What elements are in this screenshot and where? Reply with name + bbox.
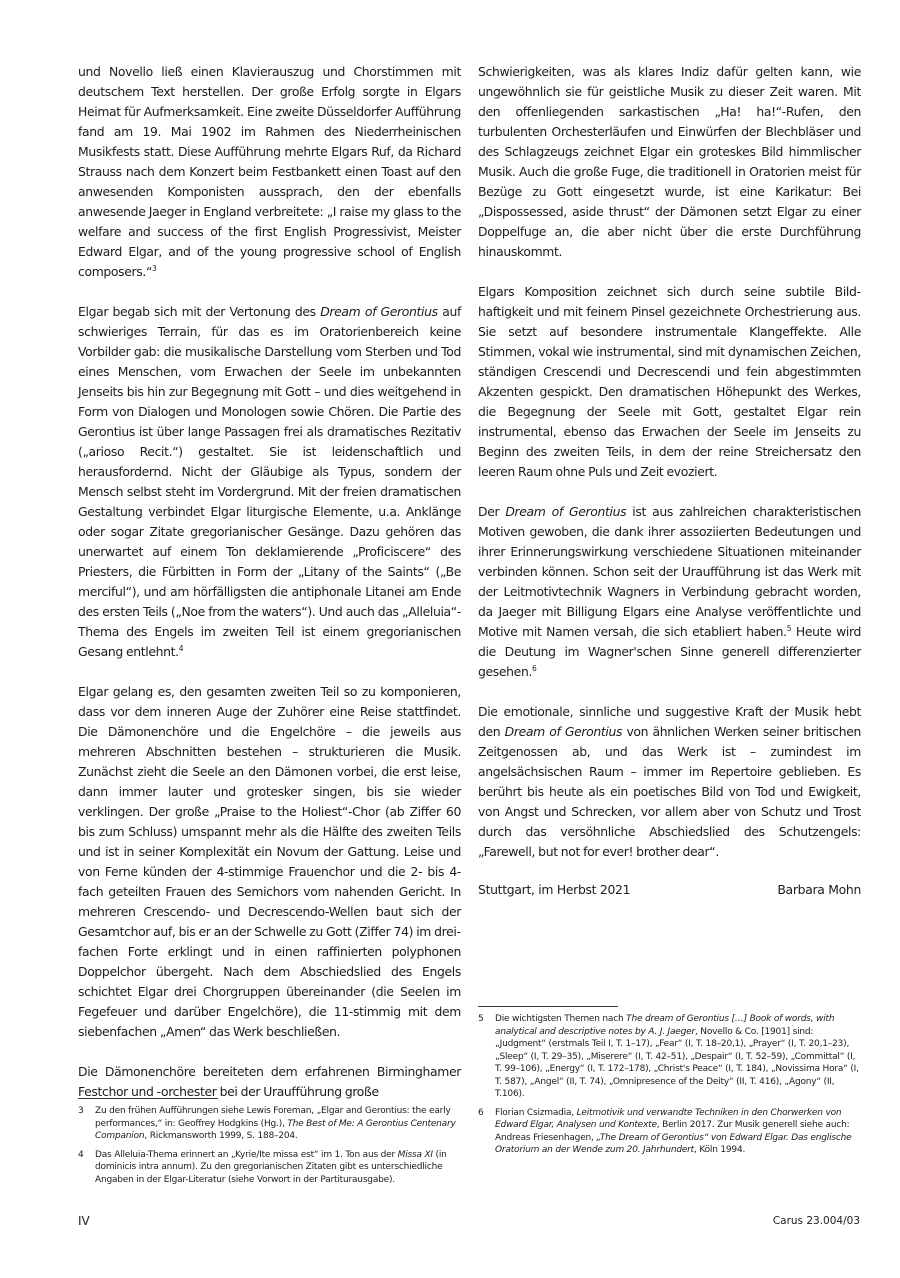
- text-run: Heute wird die Deutung im Wagner'schen Sinne generell differenzierter gesehen.: [478, 624, 861, 679]
- text-run: Elgars Komposition zeichnet sich durch seine subtile Bildhaftigkeit und mit feinem Pinsel gezeichnete Orchestrierung aus. Sie setzt auf besondere instrumentale Klangeffekte. Alle Stimmen, vokal wie instrumental, sind mit dynamischen Zeichen, ständigen Crescendi und Decrescendi und fein abgestimmten Akzenten gespickt. Den dramatischen Höhepunkt des Werkes, die Begegnung der Seele mit Gott, gestaltet Elgar rein instrumental, ebenso das Erwachen der Seele im Jenseits zu Beginn des zweiten Teils, in dem der reine Streichersatz den leeren Raum ohne Puls und Zeit evoziert.: [478, 284, 861, 479]
- body-paragraph: [78, 302, 461, 662]
- signature-place-date: Stuttgart, im Herbst 2021: [478, 882, 631, 897]
- text-run: , Novello & Co. [1901] sind: „Judgment“ (erstmals Teil I, T. 1–17), „Fear“ (I, T. 18–20,1), „Prayer“ (I, T. 20,1–23), „Sleep“ (I, T. 29–35), „Miserere“ (I, T. 42–51), „Despair“ (I, T. 52–59), „Committal“ (I, T. 99–106), „Energy“ (I, T. 172–178), „Christ's Peace“ (I, T. 184), „Novissima Hora“ (I, T. 587), „Angel“ (II, T. 74), „Omnipresence of the Deity“ (II, T. 416), „Agony“ (II, T.106).: [495, 1026, 859, 1099]
- text-run: und Novello ließ einen Klavierauszug und Chorstimmen mit deutschem Text herstellen. Der große Erfolg sorgte in Elgars Heimat für Aufmerksamkeit. Eine zweite Düsseldorfer Aufführung fand am 19. Mai 1902 im Rahmen des Niederrheinischen Musikfests statt. Diese Aufführung mehrte Elgars Ruf, da Richard Strauss nach dem Konzert beim Festbankett einen Toast auf den anwesenden Komponisten aussprach, den der ebenfalls anwesende Jaeger in England verbreitete: „I raise my glass to the welfare and success of the first English Progressivist, Meister Edward Elgar, and of the young progressive school of English composers.“: [78, 64, 461, 279]
- text-run: Zu den frühen Aufführungen siehe Lewis Foreman, „Elgar and Gerontius: the early performances,“ in: Geoffrey Hodgkins (Hg.),: [95, 1106, 451, 1129]
- italic-title: The Best of Me: A Gerontius Centenary Companion: [95, 1118, 456, 1141]
- left-text-column: [78, 62, 461, 1102]
- signature-line: [478, 880, 861, 900]
- footnote-marker: 6: [532, 664, 537, 673]
- text-run: Elgar begab sich mit der Vertonung des: [78, 304, 321, 319]
- footnote: [478, 1013, 861, 1101]
- footnote-number: 5: [478, 1014, 484, 1024]
- footnote-text: [495, 1107, 861, 1157]
- footnote-number: 4: [78, 1149, 84, 1160]
- body-paragraph: [78, 1062, 461, 1102]
- footnote-marker: 5: [786, 624, 792, 633]
- footnote-text: [495, 1013, 861, 1101]
- footnote: [478, 1107, 861, 1157]
- footnote-marker: 4: [178, 644, 184, 653]
- right-paragraphs: [478, 62, 861, 862]
- text-run: Die Dämonenchöre bereiteten dem erfahrenen Birminghamer Festchor und -orchester bei der Uraufführung große: [78, 1064, 461, 1099]
- text-run: von ähnlichen Werken seiner britischen Zeitgenossen ab, und das Werk ist – zumindest im angelsächsischen Raum – immer im Repertoire geblieben. Es berührt bis heute als ein poetisches Bild von Tod und Ewigkeit, von Angst und Schrecken, vor allem aber von Schutz und Trost durch das versöhnliche Abschiedslied des Schutzengels: „Farewell, but not for ever! brother dear“.: [478, 724, 861, 859]
- page-number: IV: [78, 1214, 90, 1228]
- text-run: Elgar gelang es, den gesamten zweiten Teil so zu komponieren, dass vor dem inneren Auge der Zuhörer eine Reise stattfindet. Die Dämonenchöre und die Engelchöre – die jeweils aus mehreren Abschnitten bestehen – strukturieren die Musik. Zunächst zieht die Seele an den Dämonen vorbei, die erst leise, dann immer lauter und grotesker singen, bis sie wieder verklingen. Der große „Praise to the Holiest“-Chor (ab Ziffer 60 bis zum Schluss) umspannt mehr als die Hälfte des zweiten Teils und ist in seiner Komplexität ein Novum der Gattung. Leise und von Ferne künden der 4-stimmige Frauenchor und die 2- bis 4-fach geteilten Frauen des Semichors vom nahenden Gericht. In mehreren Crescendo- und Decrescendo-Wellen baut sich der Gesamtchor auf, bis er an der Schwelle zu Gott (Ziffer 74) im dreifachen Forte erklingt und in einen raffinierten polyphonen Doppelchor übergeht. Nach dem Abschiedslied des Engels schichtet Elgar drei Chorgruppen übereinander (die Seelen im Fegefeuer und darüber Engelchöre), die 11-stimmig mit dem siebenfachen „Amen“ das Werk beschließen.: [78, 684, 461, 1039]
- italic-title: Dream of Gerontius: [504, 724, 623, 739]
- footnote-list-left: [78, 1105, 461, 1186]
- footnote: [78, 1149, 461, 1187]
- text-run: Das Alleluia-Thema erinnert an „Kyrie/Ite missa est“ im 1. Ton aus der: [95, 1149, 398, 1160]
- footnote-marker: 3: [152, 264, 157, 273]
- italic-title: „The Dream of Gerontius“ von Edward Elgar. Das englische Oratorium an der Wende zum 20. Jahrhundert: [495, 1132, 852, 1155]
- italic-title: Leitmotivik und verwandte Techniken in den Chorwerken von Edward Elgar, Analysen und Kontexte: [495, 1107, 842, 1130]
- text-run: , Köln 1994.: [694, 1145, 746, 1155]
- italic-title: Missa XI: [397, 1149, 433, 1160]
- edition-number: Carus 23.004/03: [772, 1215, 860, 1227]
- footnote-rule: [478, 1006, 618, 1007]
- text-run: , Rickmansworth 1999, S. 188–204.: [144, 1131, 298, 1141]
- footnote: [78, 1105, 461, 1143]
- body-paragraph: [78, 62, 461, 282]
- footnote-rule: [78, 1098, 218, 1099]
- footnote-number: 6: [478, 1107, 484, 1118]
- body-paragraph: [478, 702, 861, 862]
- text-run: (in dominicis intra annum). Zu den gregorianischen Zitaten gibt es unterschiedliche Angaben in der Elgar-Literatur (siehe Vorwort in der Partiturausgabe).: [95, 1149, 447, 1185]
- footnote-list-right: [478, 1013, 861, 1157]
- right-text-column: [478, 62, 861, 900]
- text-run: , Berlin 2017. Zur Musik generell siehe auch: Andreas Friesenhagen,: [495, 1120, 850, 1143]
- italic-title: Dream of Gerontius: [505, 504, 627, 519]
- footnote-text: [95, 1105, 461, 1143]
- italic-title: The dream of Gerontius […] Book of words, with analytical and descriptive notes by A. J. Jaeger: [495, 1014, 835, 1037]
- text-run: Die emotionale, sinnliche und suggestive Kraft der Musik hebt den: [478, 704, 861, 739]
- body-paragraph: [478, 282, 861, 482]
- footnotes-right: [478, 1006, 861, 1157]
- text-run: auf schwieriges Terrain, für das es im Oratorienbereich keine Vorbilder gab: die musikalische Darstellung vom Sterben und Tod eines Menschen, vom Erwachen der Seele im unbekannten Jenseits bis hin zur Begegnung mit Gott – und dies weitgehend in Form von Dialogen und Monologen sowie Chören. Die Partie des Gerontius ist über lange Passagen frei als dramatisches Rezitativ („arioso Recit.“) gestaltet. Sie ist leidenschaftlich und herausfordernd. Nicht der Gläubige als Typus, sondern der Mensch selbst steht im Vordergrund. Mit der freien dramatischen Gestaltung verbindet Elgar liturgische Elemente, u.a. Anklänge oder sogar Zitate gregorianischer Gesänge. Dazu gehören das unerwartet auf einem Ton deklamierende „Proficiscere“ des Priesters, die Fürbitten in Form der „Litany of the Saints“ („Be merciful“), und am hörfälligsten die antiphonale Litanei am Ende des ersten Teils („Noe from the waters“). Und auch das „Alleluia“-Thema des Engels im zweiten Teil ist einem gregorianischen Gesang entlehnt.: [78, 304, 461, 659]
- text-run: Schwierigkeiten, was als klares Indiz dafür gelten kann, wie ungewöhnlich sie für geistliche Musik zu dieser Zeit waren. Mit den offenliegenden sarkastischen „Ha! ha!“-Rufen, den turbulenten Orchesterläufen und Einwürfen der Blechbläser und des Schlagzeugs zeichnet Elgar ein groteskes Bild himmlischer Musik. Auch die große Fuge, die traditionell in Oratorien meist für Bezüge zu Gott eingesetzt wurde, ist eine Karikatur: Bei „Dispossessed, aside thrust“ der Dämonen setzt Elgar zu einer Doppelfuge an, die aber nicht über die erste Durchführung hinauskommt.: [478, 64, 861, 259]
- text-run: Der: [478, 504, 506, 519]
- signature-author: Barbara Mohn: [777, 882, 861, 897]
- text-run: Die wichtigsten Themen nach: [495, 1014, 627, 1024]
- body-paragraph: [478, 62, 861, 262]
- body-paragraph: [478, 502, 861, 682]
- italic-title: Dream of Gerontius: [320, 304, 438, 319]
- text-run: Florian Csizmadia,: [495, 1107, 577, 1118]
- footnote-number: 3: [78, 1106, 84, 1116]
- text-run: ist aus zahlreichen charakteristischen Motiven gewoben, die dank ihrer assoziierten Bedeutungen und ihrer Erinnerungswirkung verschiedene Situationen miteinander verbinden können. Schon seit der Uraufführung ist das Werk mit der Leitmotivtechnik Wagners in Verbindung gebracht worden, da Jaeger mit Billigung Elgars eine Analyse veröffentlichte und Motive mit Namen versah, die sich etabliert haben.: [478, 504, 861, 639]
- footnotes-left: [78, 1098, 461, 1186]
- body-paragraph: [78, 682, 461, 1042]
- footnote-text: [95, 1149, 461, 1187]
